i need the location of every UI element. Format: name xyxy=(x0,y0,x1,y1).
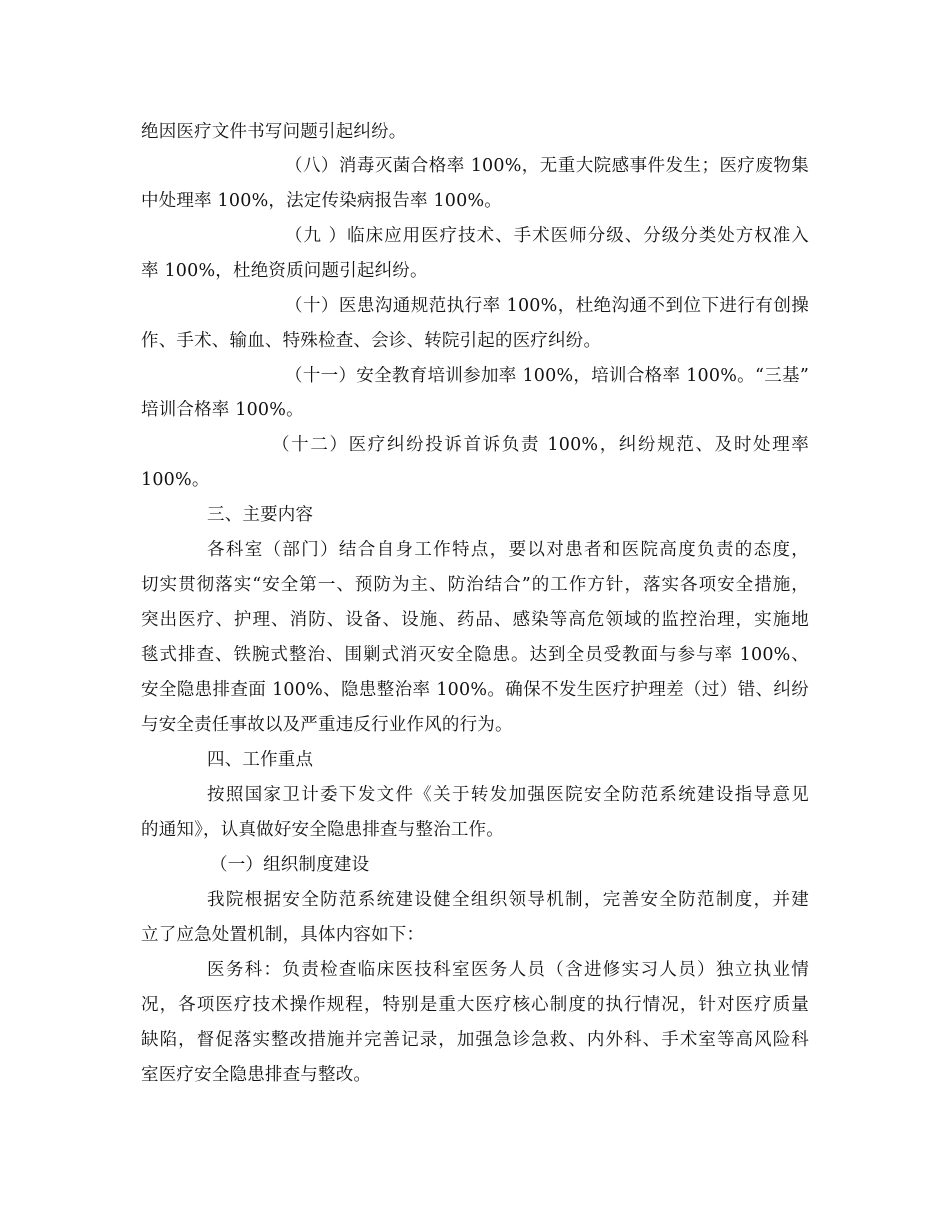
text-line: 毯式排查、铁腕式整治、围剿式消灭安全隐患。达到全员受教面与参与率 100%、 xyxy=(141,645,809,665)
text-line: 按照国家卫计委下发文件《关于转发加强医院安全防范系统建设指导意见 xyxy=(207,785,809,805)
text-line: 与安全责任事故以及严重违反行业作风的行为。 xyxy=(141,715,513,735)
text-line: 缺陷，督促落实整改措施并完善记录，加强急诊急救、内外科、手术室等高风险科 xyxy=(141,1030,809,1050)
section-heading: 四、工作重点 xyxy=(207,750,314,770)
text-line: 中处理率 100%，法定传染病报告率 100%。 xyxy=(141,191,502,211)
text-line: 培训合格率 100%。 xyxy=(141,400,304,420)
text-line: 的通知》，认真做好安全隐患排查与整治工作。 xyxy=(141,820,504,840)
text-line: 立了应急处置机制，具体内容如下： xyxy=(141,925,425,945)
text-line: 医务科：负责检查临床医技科室医务人员（含进修实习人员）独立执业情 xyxy=(207,960,809,980)
text-line: 切实贯彻落实“安全第一、预防为主、防治结合”的工作方针，落实各项安全措施， xyxy=(141,575,809,595)
text-line: 绝因医疗文件书写问题引起纠纷。 xyxy=(141,122,407,142)
subsection-heading: （一）组织制度建设 xyxy=(210,855,370,875)
text-line: 况，各项医疗技术操作规程，特别是重大医疗核心制度的执行情况，针对医疗质量 xyxy=(141,995,809,1015)
text-line: （九 ）临床应用医疗技术、手术医师分级、分级分类处方权准入 xyxy=(285,226,809,246)
text-line: 安全隐患排查面 100%、隐患整治率 100%。确保不发生医疗护理差（过）错、纠纷 xyxy=(141,680,809,700)
text-line: 率 100%，杜绝资质问题引起纠纷。 xyxy=(141,261,428,281)
text-line: 作、手术、输血、特殊检查、会诊、转院引起的医疗纠纷。 xyxy=(141,331,602,351)
text-line: 100%。 xyxy=(141,470,210,490)
text-line: （十）医患沟通规范执行率 100%，杜绝沟通不到位下进行有创操 xyxy=(285,296,809,316)
section-heading: 三、主要内容 xyxy=(207,505,314,525)
text-line: 室医疗安全隐患排查与整改。 xyxy=(141,1065,372,1085)
text-line: 我院根据安全防范系统建设健全组织领导机制，完善安全防范制度，并建 xyxy=(207,890,809,910)
text-line: 各科室（部门）结合自身工作特点，要以对患者和医院高度负责的态度， xyxy=(207,540,809,560)
text-line: （十一）安全教育培训参加率 100%，培训合格率 100%。“三基” xyxy=(285,366,809,386)
text-line: （十二）医疗纠纷投诉首诉负责 100%，纠纷规范、及时处理率 xyxy=(272,435,809,455)
text-line: 突出医疗、护理、消防、设备、设施、药品、感染等高危领域的监控治理，实施地 xyxy=(141,610,809,630)
text-line: （八）消毒灭菌合格率 100%，无重大院感事件发生；医疗废物集 xyxy=(285,156,809,176)
